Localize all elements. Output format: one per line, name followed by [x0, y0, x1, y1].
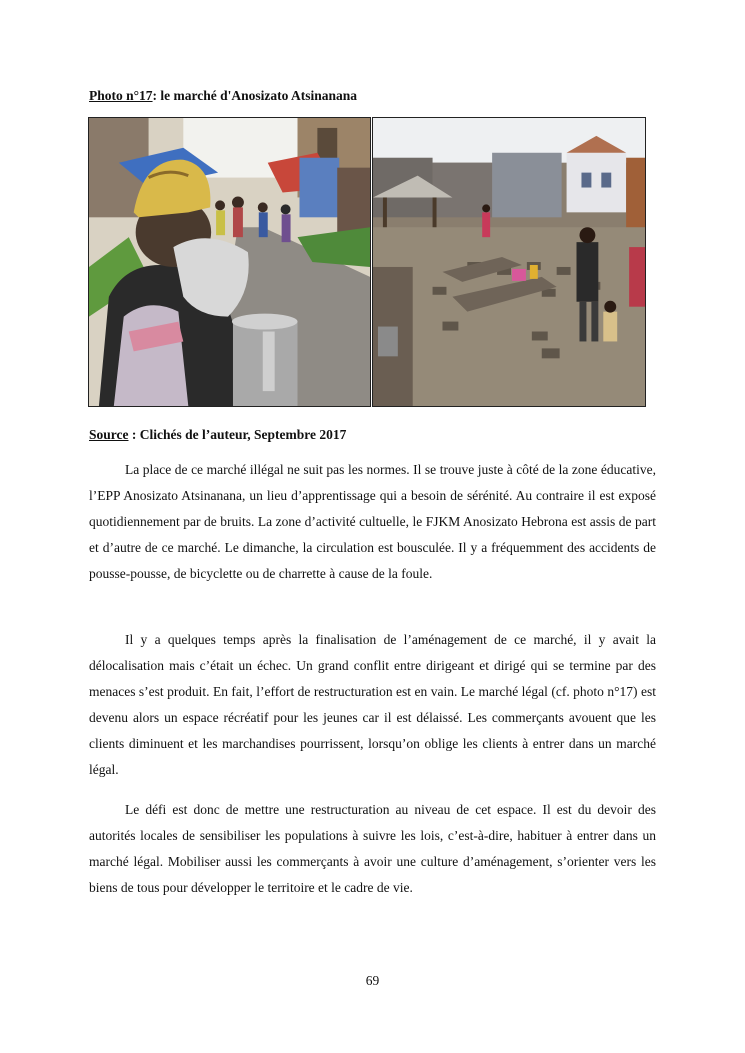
photo-empty-legal-market — [372, 117, 646, 407]
photo-source — [89, 427, 346, 443]
photo-caption-label: Photo n°17 — [89, 88, 153, 103]
paragraph-3: Le défi est donc de mettre une restructuration au niveau de cet espace. Il est du devoir des autorités locales de sensibiliser les populations à suivre les lois, c’est-à-dire, habituer à entrer dans un marché légal. Mobiliser aussi les commerçants à avoir une culture d’aménagement, s’orienter vers les biens de tous pour développer le territoire et le cadre de vie. — [89, 802, 656, 895]
paragraph-1: La place de ce marché illégal ne suit pas les normes. Il se trouve juste à côté de la zone éducative, l’EPP Anosizato Atsinanana, un lieu d’apprentissage qui a besoin de sérénité. Au contraire il est exposé quotidiennement par de bruits. La zone d’activité cultuelle, le FJKM Anosizato Hebrona est assis de part et d’autre de ce marché. Le dimanche, la circulation est bousculée. Il y a fréquemment des accidents de pousse-pousse, de bicyclette ou de charrette à cause de la foule. — [89, 462, 656, 581]
photo-caption — [89, 88, 357, 104]
page-number: 69 — [365, 973, 380, 988]
photo-caption-text: : le marché d'Anosizato Atsinanana — [152, 88, 358, 103]
source-text: : Clichés de l’auteur, Septembre 2017 — [128, 427, 347, 442]
photo-busy-market-street — [88, 117, 371, 407]
paragraph-2: Il y a quelques temps après la finalisation de l’aménagement de ce marché, il y avait la délocalisation mais c’était un échec. Un grand conflit entre dirigeant et dirigé qui se termine par des menaces s’est produit. En fait, l’effort de restructuration est en vain. Le marché légal (cf. photo n°17) est devenu alors un espace récréatif pour les jeunes car il est délaissé. Les commerçants avouent que les clients diminuent et les marchandises pourrissent, lorsqu’on oblige les clients à entrer dans un marché légal. — [89, 632, 656, 777]
source-label: Source — [89, 427, 129, 442]
